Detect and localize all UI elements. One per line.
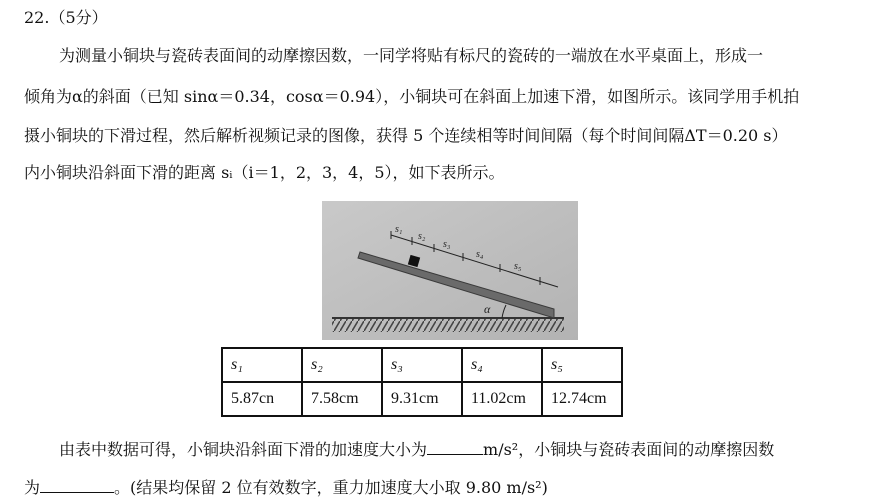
table-cell: 12.74cm [542,382,622,416]
table-header-cell: s₃ [382,348,462,382]
table-cell: 9.31cm [382,382,462,416]
incline-photo [322,201,578,340]
table-surface-hatch [332,318,564,332]
segment-label-s5: s₅ [514,261,522,272]
segment-label-s3: s₃ [443,239,451,250]
question-line-1: 为测量小铜块与瓷砖表面间的动摩擦因数，一同学将贴有标尺的瓷砖的一端放在水平桌面上，形成一 [59,46,764,65]
answer-text-2a: 为 [24,478,41,497]
question-number: 22.（5分） [24,8,108,27]
table-header-cell: s₂ [302,348,382,382]
answer-blank-acceleration[interactable] [427,440,483,455]
question-line-4: 内小铜块沿斜面下滑的距离 sᵢ（i＝1，2，3，4，5），如下表所示。 [24,163,505,182]
answer-text-1a: 由表中数据可得，小铜块沿斜面下滑的加速度大小为 [59,440,428,459]
answer-line-2 [24,478,548,498]
question-line-2: 倾角为α的斜面（已知 sinα＝0.34，cosα＝0.94），小铜块可在斜面上加速下滑，如图所示。该同学用手机拍 [24,87,800,106]
table-header-cell: s₅ [542,348,622,382]
table-cell: 5.87cn [222,382,302,416]
segment-label-s4: s₄ [476,249,484,260]
answer-text-1b: m/s²，小铜块与瓷砖表面间的动摩擦因数 [483,440,775,459]
segment-label-s1: s₁ [395,224,403,235]
table-cell: 11.02cm [462,382,542,416]
table-row [222,382,622,416]
distance-table [221,347,623,417]
table-header-row [222,348,622,382]
segment-label-s2: s₂ [418,231,426,242]
answer-line-1 [59,440,774,460]
angle-label: α [484,302,491,316]
table-cell: 7.58cm [302,382,382,416]
answer-blank-friction[interactable] [40,478,114,493]
table-header-cell: s₁ [222,348,302,382]
table-header-cell: s₄ [462,348,542,382]
answer-text-2b: 。(结果均保留 2 位有效数字，重力加速度大小取 9.80 m/s²) [114,478,548,497]
question-line-3: 摄小铜块的下滑过程，然后解析视频记录的图像，获得 5 个连续相等时间间隔（每个时间间隔ΔT＝0.20 s） [24,126,788,145]
